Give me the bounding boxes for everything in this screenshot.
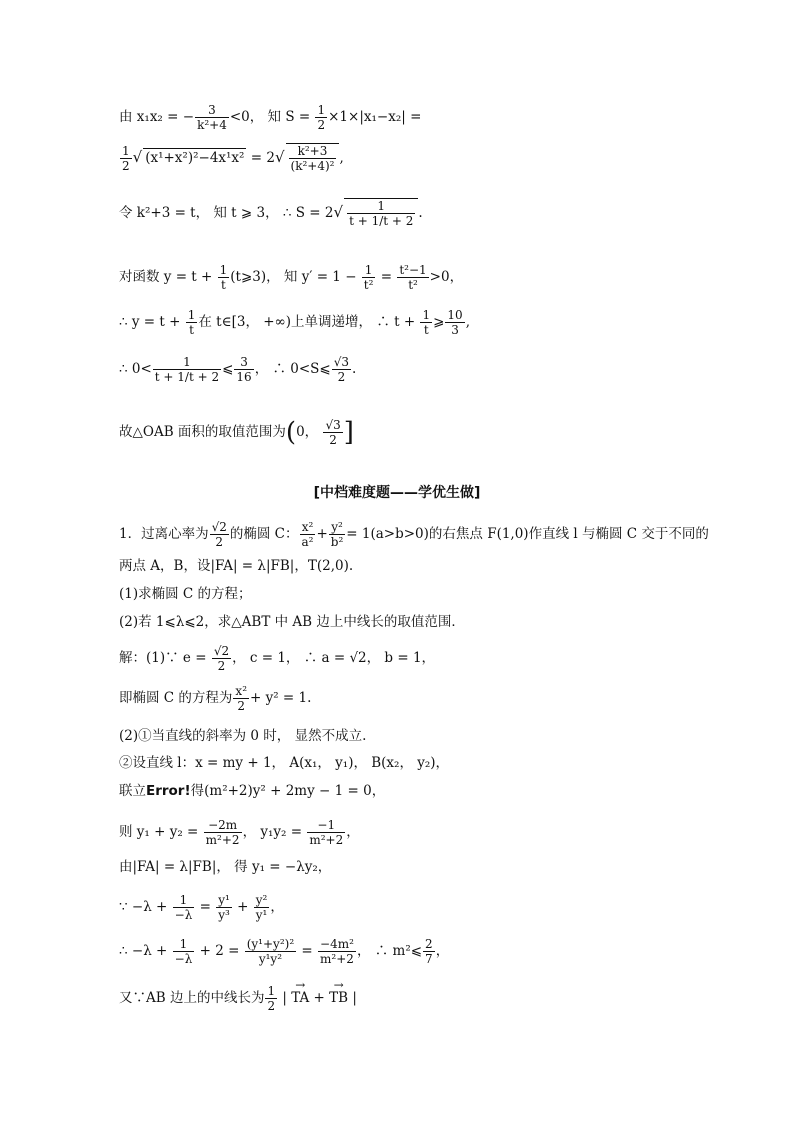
problem-part-2: (2)若 1⩽λ⩽2，求△ABT 中 AB 边上中线长的取值范围． (119, 614, 465, 630)
vector-ta: → TA (291, 985, 309, 1007)
answer-line-4: ②设直线 l：x = my + 1， A(x₁， y₁)， B(x₂， y₂)， (119, 755, 450, 771)
answer-line-1: 解：(1)∵ e = $\frac{√2}{2}$ ， c = 1， ∴ a = √2， b = 1， (119, 644, 436, 673)
answer-line-3: (2)①当直线的斜率为 0 时， 显然不成立. (119, 728, 367, 744)
solution-line-4: 对函数 y = t + $\frac{1}{t}$ (t⩾3)， 知 y′ = 1 − $\frac{1}{\text{t²}}$ = $\frac{\text{t²−1}}{\text{t²}}$ >0， (119, 263, 464, 292)
vector-tb: → TB (329, 985, 348, 1007)
solution-line-3: 令 k²+3 = t， 知 t ⩾ 3， ∴ S = 2√ $\frac{1}{t + 1/t + 2}$ . (119, 199, 423, 228)
problem-part-1: (1)求椭圆 C 的方程； (119, 586, 252, 602)
answer-line-8: ∵ −λ + $\frac{1}{-\lambda}$ = $\frac{\text{y¹}}{\text{y³}}$ + $\frac{\text{y²}}{\text{y¹}}$ ， (119, 893, 284, 922)
answer-line-5: 联立Error!得(m²+2)y² + 2my − 1 = 0， (119, 783, 386, 799)
solution-line-6: ∴ 0< $\frac{1}{t + 1/t + 2}$ ⩽ $\frac{3}{16}$ ， ∴ 0<S⩽ $\frac{√3}{2}$ . (119, 355, 357, 384)
answer-line-2: 即椭圆 C 的方程为 $\frac{\text{x²}}{2}$ + y² = 1. (119, 684, 312, 713)
answer-line-6: 则 y₁ + y₂ = $\frac{-2m}{\text{m²+2}}$ ， y₁y₂ = $\frac{-1}{\text{m²+2}}$ ， (119, 818, 360, 847)
section-title: [中档难度题——学优生做] (313, 485, 481, 501)
answer-line-9: ∴ −λ + $\frac{1}{-\lambda}$ + 2 = $\frac{\text{(y¹+y²)²}}{\text{y¹y²}}$ = $\frac{\text{−4m²}}{\text{m²+2}}$ ， ∴ m²⩽ $\frac{2}{7}$ ， (119, 937, 450, 966)
solution-line-1: 由 x₁x₂ = − $\frac{3}{\text{k²+4}}$ <0， 知 S = $\frac{1}{2}$ ×1×|x₁−x₂| = (119, 103, 422, 132)
answer-line-10: 又∵AB 边上的中线长为 $\frac{1}{2}$ | → TA + → TB | (119, 984, 357, 1013)
answer-line-7: 由|FA| = λ|FB|， 得 y₁ = −λy₂， (119, 859, 332, 875)
solution-line-5: ∴ y = t + $\frac{1}{t}$ 在 t∈[3， +∞)上单调递增， ∴ t + $\frac{1}{t}$ ⩾ $\frac{10}{3}$ , (119, 308, 470, 337)
problem-line-1: 1．过离心率为 $\frac{√2}{2}$ 的椭圆 C： $\frac{\text{x²}}{\text{a²}}$ + $\frac{\text{y²}}{\text{b²}}$ = 1(a>b>0)的右焦点 F(1,0)作直线 l 与椭圆 C 交于不同的 (119, 520, 709, 549)
solution-line-7: 故△OAB 面积的取值范围为(0， $\frac{√3}{2}$ ] (119, 417, 354, 448)
solution-line-2: $\frac{1}{2}$ √ (x¹+x²)²−4x¹x² = 2√ $\frac{\text{k²+3}}{\text{(k²+4)²}}$ , (122, 144, 344, 173)
problem-line-2: 两点 A，B，设|FA| = λ|FB|，T(2,0). (119, 558, 354, 574)
